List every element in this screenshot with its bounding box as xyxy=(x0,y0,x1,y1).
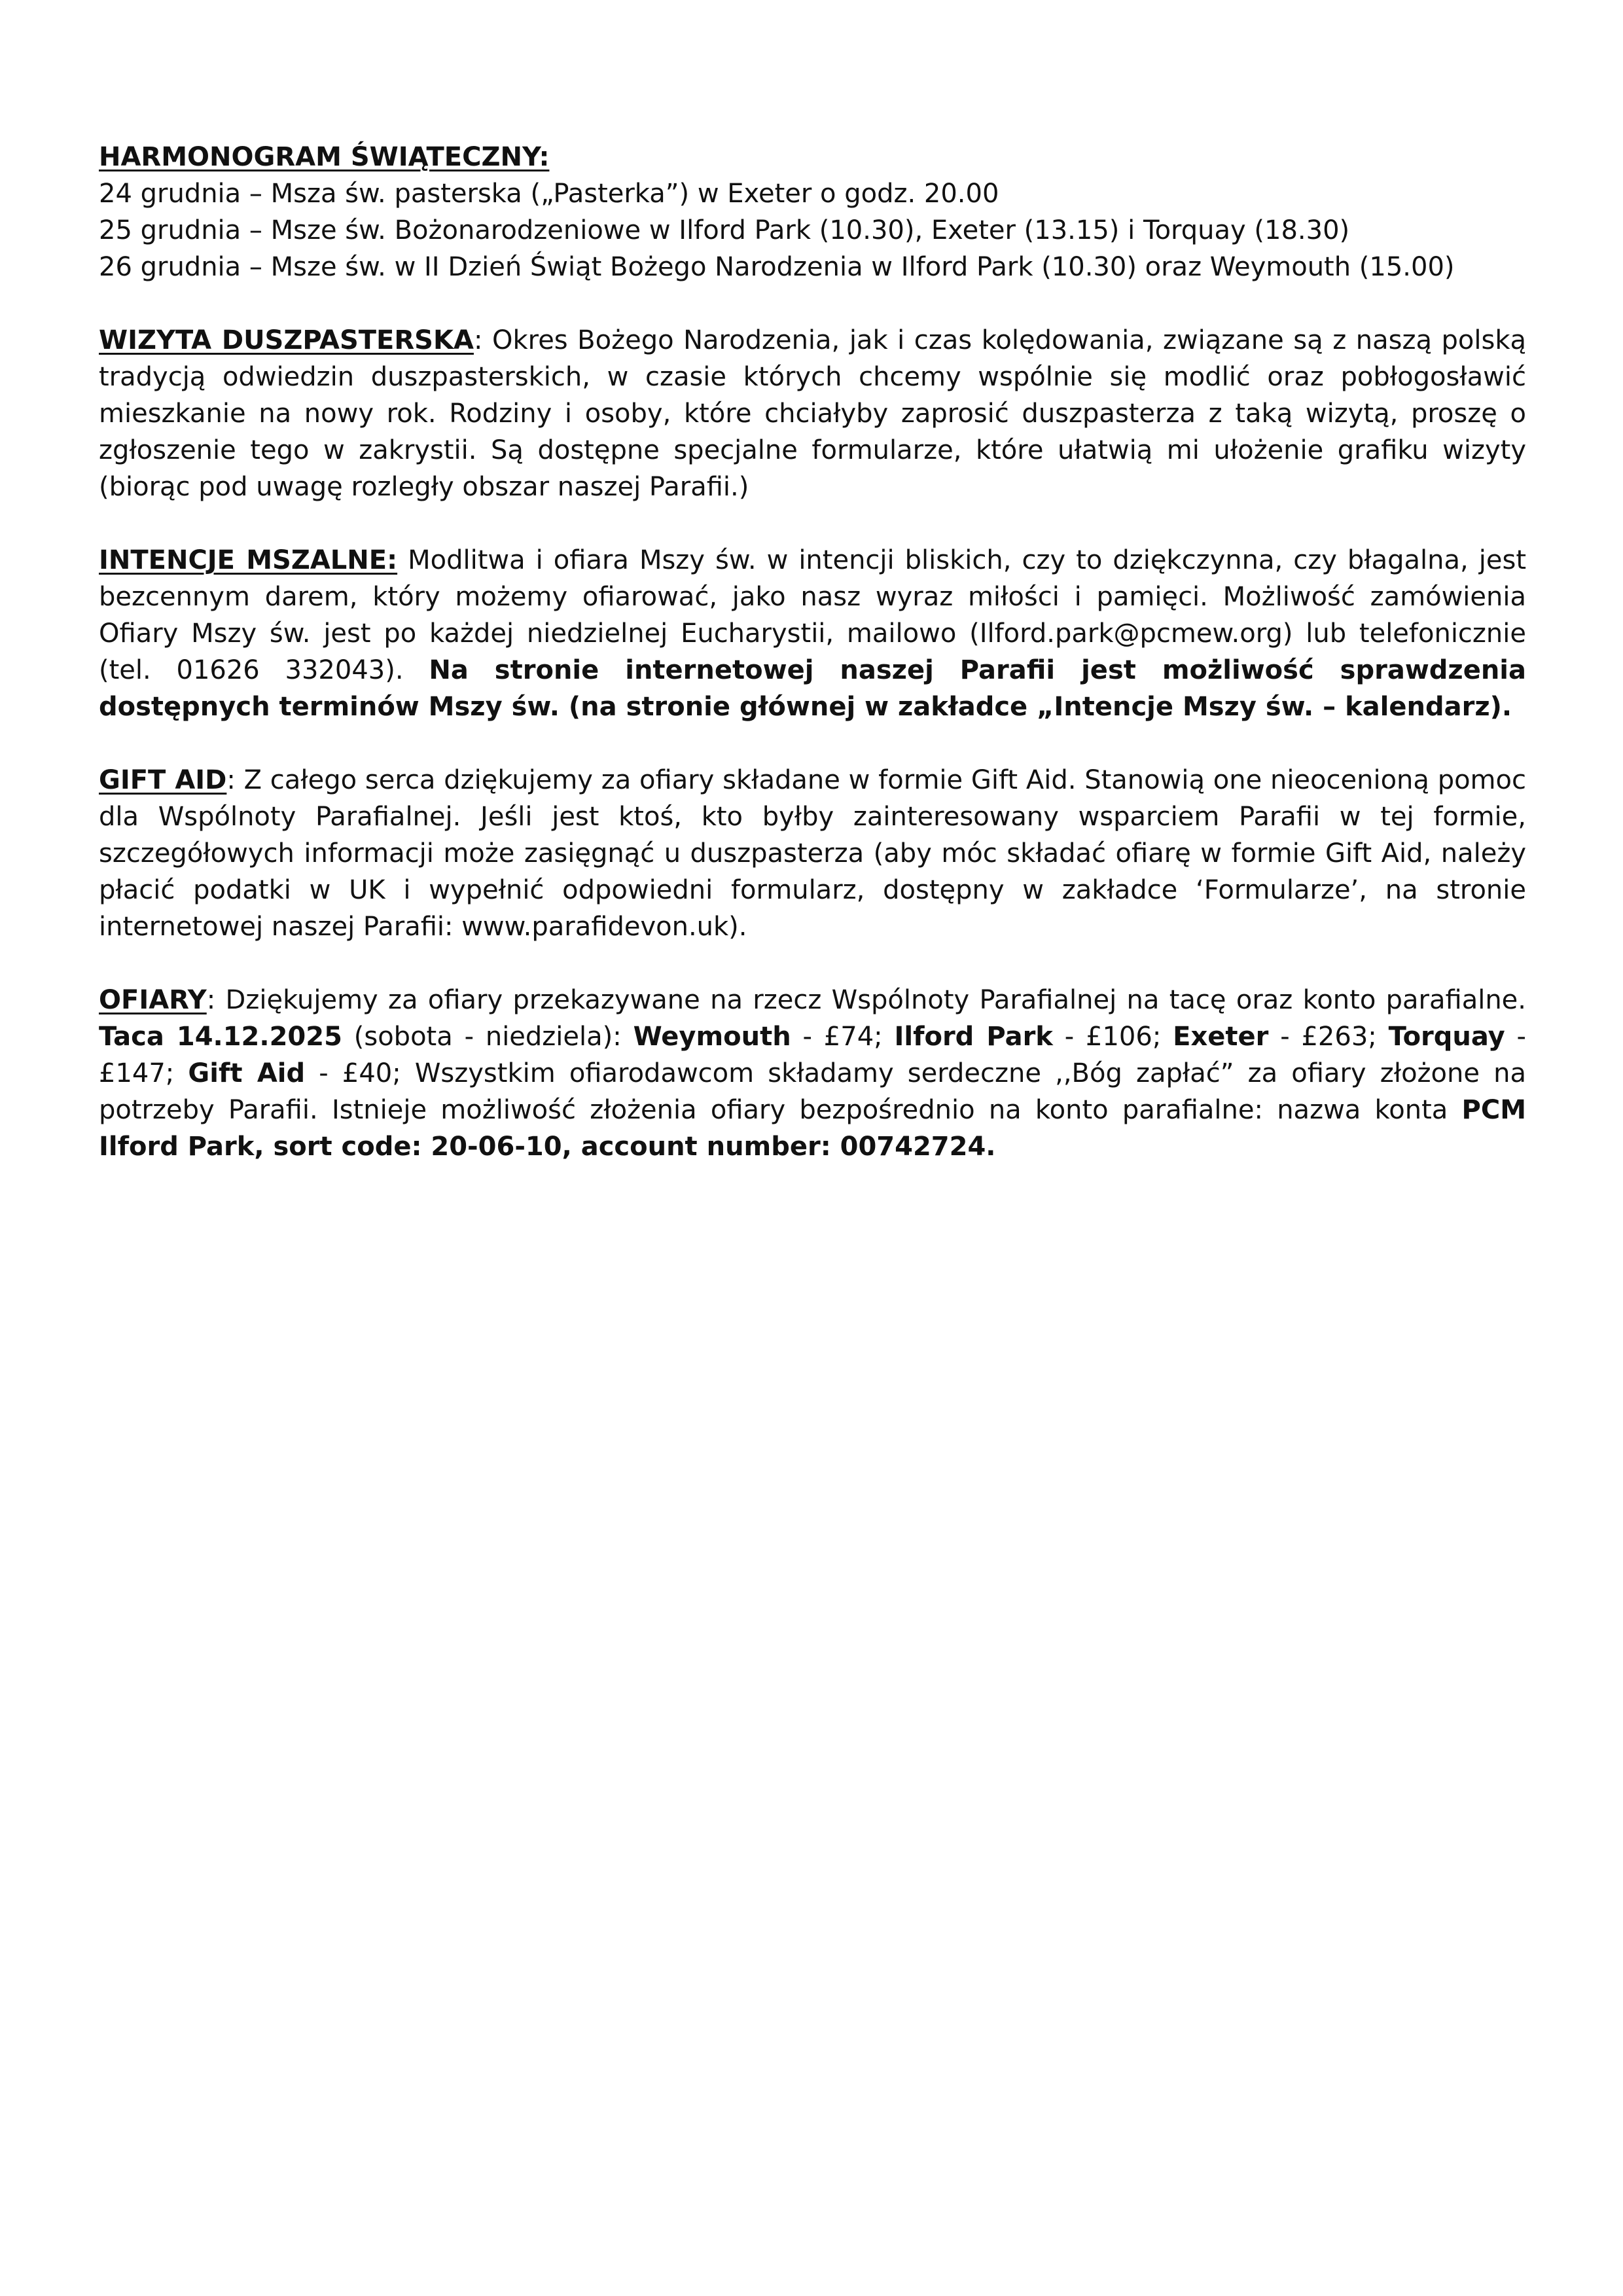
ilford-park-label: Ilford Park xyxy=(894,1022,1053,1052)
torquay-amount: - £147; xyxy=(99,1022,1526,1088)
schedule-line-dec-25: 25 grudnia – Msze św. Bożonarodzeniowe w Ilford Park (10.30), Exeter (13.15) i Torquay (18.30) xyxy=(99,215,1350,245)
mass-intentions-calendar-note: Na stronie internetowej naszej Parafii jest możliwość sprawdzenia dostępnych terminów Mszy św. (na stronie głównej w zakładce „Intencje Mszy św. – kalendarz). xyxy=(99,655,1527,722)
gift-aid-label: Gift Aid xyxy=(188,1058,306,1088)
offerings-heading: OFIARY xyxy=(99,985,207,1015)
weymouth-amount: - £74; xyxy=(791,1022,895,1052)
ilford-park-amount: - £106; xyxy=(1052,1022,1173,1052)
offerings-thanks: Wszystkim ofiarodawcom składamy serdeczne ,,Bóg zapłać” za ofiary złożone na potrzeby Parafii. Istnieje możliwość złożenia ofiary bezpośrednio na konto parafialne: nazwa konta xyxy=(99,1058,1526,1125)
torquay-label: Torquay xyxy=(1388,1022,1505,1052)
offerings-intro: : Dziękujemy za ofiary przekazywane na rzecz Wspólnoty Parafialnej na tacę oraz konto parafialne. xyxy=(206,985,1526,1015)
pastoral-visit-section xyxy=(99,322,1526,505)
mass-intentions-text: Modlitwa i ofiara Mszy św. w intencji bliskich, czy to dziękczynna, czy błagalna, jest bezcennym darem, który możemy ofiarować, jako nasz wyraz miłości i pamięci. Możliwość zamówienia Ofiary Mszy św. jest po każdej niedzielnej Eucharystii, mailowo (Ilford.park@pcmew.org) lub telefonicznie (tel. 01626 332043). xyxy=(99,545,1527,685)
pastoral-visit-heading: WIZYTA DUSZPASTERSKA xyxy=(99,325,474,355)
bank-account-details: PCM Ilford Park, sort code: 20-06-10, account number: 00742724. xyxy=(99,1095,1526,1162)
christmas-schedule-heading: HARMONOGRAM ŚWIĄTECZNY: xyxy=(99,142,550,172)
exeter-label: Exeter xyxy=(1173,1022,1269,1052)
gift-aid-heading: GIFT AID xyxy=(99,765,227,795)
schedule-line-dec-26: 26 grudnia – Msze św. w II Dzień Świąt Bożego Narodzenia w Ilford Park (10.30) oraz Weymouth (15.00) xyxy=(99,252,1455,282)
exeter-amount: - £263; xyxy=(1268,1022,1389,1052)
gift-aid-section xyxy=(99,762,1526,945)
mass-intentions-section xyxy=(99,542,1526,725)
gift-aid-amount: - £40; xyxy=(305,1058,415,1088)
document-page xyxy=(99,139,1526,1202)
weymouth-label: Weymouth xyxy=(633,1022,791,1052)
collection-date-label: Taca 14.12.2025 xyxy=(99,1022,342,1052)
offerings-section xyxy=(99,982,1526,1165)
schedule-line-dec-24: 24 grudnia – Msza św. pasterska („Pasterka”) w Exeter o godz. 20.00 xyxy=(99,179,999,209)
gift-aid-text: : Z całego serca dziękujemy za ofiary składane w formie Gift Aid. Stanowią one nieocenioną pomoc dla Wspólnoty Parafialnej. Jeśli jest ktoś, kto byłby zainteresowany wsparciem Parafii w tej formie, szczegółowych informacji może zasięgnąć u duszpasterza (aby móc składać ofiarę w formie Gift Aid, należy płacić podatki w UK i wypełnić odpowiedni formularz, dostępny w zakładce ‘Formularze’, na stronie internetowej naszej Parafii: www.parafidevon.uk). xyxy=(99,765,1526,942)
pastoral-visit-text: : Okres Bożego Narodzenia, jak i czas kolędowania, związane są z naszą polską tradycją odwiedzin duszpasterskich, w czasie których chcemy wspólnie się modlić oraz pobłogosławić mieszkanie na nowy rok. Rodziny i osoby, które chciałyby zaprosić duszpasterza z taką wizytą, proszę o zgłoszenie tego w zakrystii. Są dostępne specjalne formularze, które ułatwią mi ułożenie grafiku wizyty (biorąc pod uwagę rozległy obszar naszej Parafii.) xyxy=(99,325,1526,502)
mass-intentions-heading: INTENCJE MSZALNE: xyxy=(99,545,398,575)
collection-period: (sobota - niedziela): xyxy=(342,1022,633,1052)
christmas-schedule-section xyxy=(99,139,1526,285)
